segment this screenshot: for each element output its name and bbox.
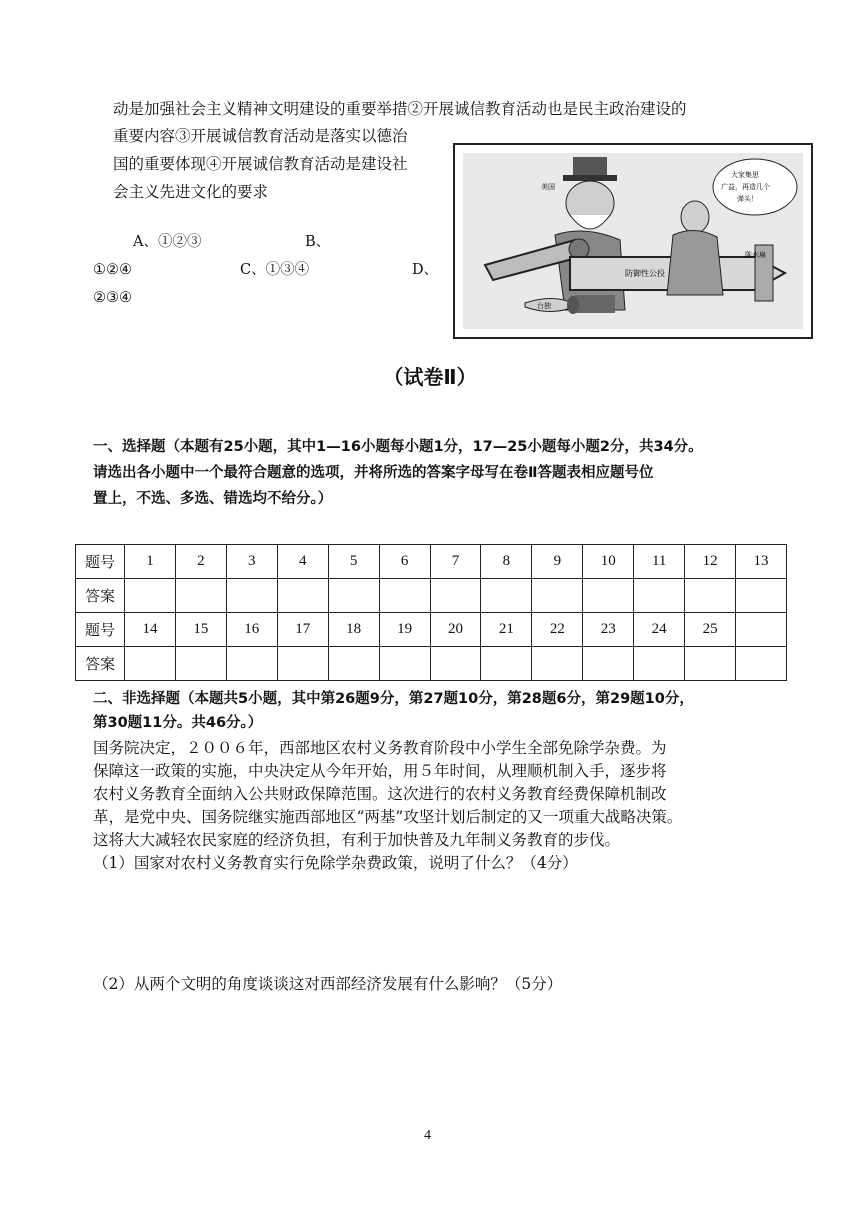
answer-cell[interactable] [175,579,226,613]
section-title: （试卷Ⅱ） [383,365,477,389]
answer-cell[interactable] [430,579,481,613]
part2-heading-line-2: 第30题11分。共46分。） [93,715,263,731]
table-cell-number: 9 [532,545,583,579]
option-b: B、 [305,234,331,250]
answer-cell[interactable] [583,647,634,681]
missile-label: 防御性公投 [625,269,665,278]
cartoon-image [453,143,813,339]
taiwan-label: 台独 [537,302,551,310]
table-cell-number: 5 [328,545,379,579]
table-cell-number: 22 [532,613,583,647]
usa-label: 美国 [541,183,555,191]
answer-cell[interactable] [226,647,277,681]
option-b-continued: ①②④ [93,262,132,278]
table-cell-number: 3 [226,545,277,579]
part1-line-2: 请选出各小题中一个最符合题意的选项，并将所选的答案字母写在卷Ⅱ答题表相应题号位 [93,465,654,481]
table-cell-number: 15 [175,613,226,647]
table-cell-number: 7 [430,545,481,579]
table-cell-number: 8 [481,545,532,579]
table-cell-number: 11 [634,545,685,579]
part1-line-3: 置上，不选、多选、错选均不给分。） [93,491,333,507]
table-label-number: 题号 [76,545,125,579]
table-cell-number: 19 [379,613,430,647]
table-cell-number: 1 [125,545,176,579]
passage-line-5: 这将大大减轻农民家庭的经济负担，有利于加快普及九年制义务教育的步伐。 [93,831,621,849]
answer-cell[interactable] [634,579,685,613]
question-text-line-1: 动是加强社会主义精神文明建设的重要举措②开展诚信教育活动也是民主政治建设的 [113,100,687,118]
passage-line-4: 革，是党中央、国务院继实施西部地区“两基”攻坚计划后制定的又一项重大战略决策。 [93,808,683,826]
answer-cell[interactable] [685,579,736,613]
answer-cell[interactable] [430,647,481,681]
passage-line-3: 农村义务教育全面纳入公共财政保障范围。这次进行的农村义务教育经费保障机制改 [93,785,667,803]
answer-table [75,544,787,681]
question-text-line-3: 国的重要体现④开展诚信教育活动是建设社 [113,155,408,173]
table-cell-number: 20 [430,613,481,647]
answer-cell[interactable] [532,579,583,613]
table-cell-number: 12 [685,545,736,579]
table-row-answers-2 [76,647,787,681]
table-cell-number: 17 [277,613,328,647]
option-d: D、 [412,262,439,278]
answer-cell[interactable] [481,579,532,613]
table-label-answer: 答案 [76,647,125,681]
table-cell-number [736,613,787,647]
table-cell-number: 14 [125,613,176,647]
part2-heading-line-1: 二、非选择题（本题共5小题，其中第26题9分，第27题10分，第28题6分，第29题10分， [93,691,694,707]
page-number: 4 [424,1128,431,1143]
answer-cell[interactable] [736,647,787,681]
speech-line-3: 弹头！ [737,195,758,203]
answer-cell[interactable] [226,579,277,613]
table-cell-number: 25 [685,613,736,647]
table-row-numbers-2 [76,613,787,647]
table-cell-number: 18 [328,613,379,647]
answer-cell[interactable] [481,647,532,681]
table-row-numbers-1 [76,545,787,579]
passage-line-1: 国务院决定，２００６年，西部地区农村义务教育阶段中小学生全部免除学杂费。为 [93,739,667,757]
table-cell-number: 21 [481,613,532,647]
answer-cell[interactable] [532,647,583,681]
table-label-number: 题号 [76,613,125,647]
option-d-continued: ②③④ [93,290,132,306]
question-text-line-4: 会主义先进文化的要求 [113,183,269,201]
question-text-line-2: 重要内容③开展诚信教育活动是落实以德治 [113,127,408,145]
passage-line-2: 保障这一政策的实施，中央决定从今年开始，用５年时间，从理顺机制入手，逐步将 [93,762,667,780]
table-label-answer: 答案 [76,579,125,613]
table-row-answers-1 [76,579,787,613]
table-cell-number: 23 [583,613,634,647]
answer-cell[interactable] [328,579,379,613]
speech-line-1: 大家集思 [731,171,759,179]
table-cell-number: 10 [583,545,634,579]
chen-label: 陈水扁 [745,251,766,259]
option-c: C、①③④ [240,262,310,278]
answer-cell[interactable] [634,647,685,681]
option-a: A、①②③ [133,234,202,250]
answer-cell[interactable] [125,579,176,613]
cartoon-drawing [455,145,811,337]
table-cell-number: 6 [379,545,430,579]
table-cell-number: 13 [736,545,787,579]
answer-cell[interactable] [583,579,634,613]
answer-cell[interactable] [736,579,787,613]
question-2: （2）从两个文明的角度谈谈这对西部经济发展有什么影响？（5分） [93,975,563,993]
question-1: （1）国家对农村义务教育实行免除学杂费政策，说明了什么？（4分） [93,854,578,872]
answer-cell[interactable] [175,647,226,681]
speech-line-2: 广益，再造几个 [721,183,770,191]
table-cell-number: 16 [226,613,277,647]
answer-cell[interactable] [685,647,736,681]
table-cell-number: 2 [175,545,226,579]
answer-cell[interactable] [277,647,328,681]
answer-cell[interactable] [277,579,328,613]
part1-line-1: 一、选择题（本题有25小题，其中1—16小题每小题1分，17—25小题每小题2分，共34分。 [93,439,703,455]
answer-cell[interactable] [379,579,430,613]
answer-cell[interactable] [328,647,379,681]
table-cell-number: 4 [277,545,328,579]
answer-cell[interactable] [125,647,176,681]
answer-cell[interactable] [379,647,430,681]
table-cell-number: 24 [634,613,685,647]
